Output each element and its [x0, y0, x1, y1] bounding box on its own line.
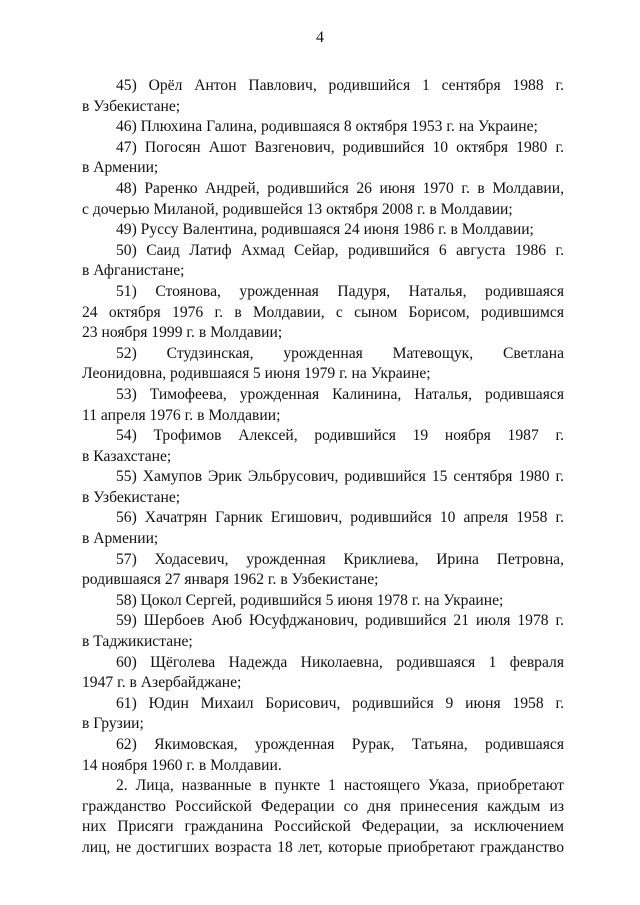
paragraph-line: 58) Цокол Сергей, родившийся 5 июня 1978 г. на Украине;: [116, 591, 504, 609]
paragraph: [82, 241, 564, 282]
page-number: 4: [316, 29, 324, 46]
paragraph-line: 53) Тимофеева, урожденная Калинина, Наталья, родившаяся: [116, 385, 564, 403]
paragraph-line: 14 ноября 1960 г. в Молдавии.: [82, 756, 282, 774]
paragraph: [82, 611, 564, 652]
paragraph: [82, 591, 564, 612]
paragraph-line: 2. Лица, названные в пункте 1 настоящего Указа, приобретают: [116, 777, 564, 795]
paragraph-line: 54) Трофимов Алексей, родившийся 19 ноября 1987 г.: [116, 427, 564, 445]
paragraph-line: в Грузии;: [82, 715, 144, 733]
document-body: [82, 76, 564, 859]
paragraph-line: 60) Щёголева Надежда Николаевна, родившаяся 1 февраля: [116, 653, 564, 671]
paragraph-line: гражданство Российской Федерации со дня принесения каждым из: [82, 797, 564, 815]
paragraph-line: 48) Раренко Андрей, родившийся 26 июня 1970 г. в Молдавии,: [116, 179, 564, 197]
paragraph-line: в Узбекистане;: [82, 488, 181, 506]
paragraph: [82, 508, 564, 549]
paragraph-line: 11 апреля 1976 г. в Молдавии;: [82, 406, 281, 424]
paragraph-line: Леонидовна, родившаяся 5 июня 1979 г. на Украине;: [82, 365, 431, 383]
paragraph-line: 62) Якимовская, урожденная Рурак, Татьяна, родившаяся: [116, 736, 564, 753]
paragraph-line: 55) Хамупов Эрик Эльбрусович, родившийся 15 сентября 1980 г.: [116, 468, 564, 486]
paragraph-line: 24 октября 1976 г. в Молдавии, с сыном Борисом, родившимся: [82, 303, 564, 321]
paragraph: [82, 550, 564, 591]
paragraph-line: 59) Шербоев Аюб Юсуфджанович, родившийся 21 июля 1978 г.: [116, 612, 564, 630]
paragraph: [82, 282, 564, 344]
paragraph-line: в Афганистане;: [82, 262, 185, 280]
paragraph: [82, 426, 564, 467]
paragraph-line: 57) Ходасевич, урожденная Криклиева, Ирина Петровна,: [116, 550, 564, 568]
paragraph: [82, 76, 564, 117]
paragraph-line: 23 ноября 1999 г. в Молдавии;: [82, 324, 283, 342]
paragraph: [82, 735, 564, 776]
paragraph-line: 56) Хачатрян Гарник Егишович, родившийся 10 апреля 1958 г.: [116, 509, 564, 527]
paragraph-line: в Армении;: [82, 159, 159, 177]
paragraph-line: с дочерью Миланой, родившейся 13 октября 2008 г. в Молдавии;: [82, 200, 513, 218]
paragraph: [82, 653, 564, 694]
paragraph: [82, 138, 564, 179]
paragraph-line: лиц, не достигших возраста 18 лет, которые приобретают гражданство: [82, 838, 564, 856]
paragraph-line: 51) Стоянова, урожденная Падуря, Наталья, родившаяся: [116, 282, 564, 300]
paragraph-line: 61) Юдин Михаил Борисович, родившийся 9 июня 1958 г.: [116, 694, 564, 712]
paragraph-line: них Присяги гражданина Российской Федерации, за исключением: [82, 818, 564, 836]
paragraph: [82, 385, 564, 426]
paragraph-line: в Узбекистане;: [82, 97, 181, 115]
paragraph-line: в Казахстане;: [82, 447, 172, 465]
paragraph-line: 45) Орёл Антон Павлович, родившийся 1 сентября 1988 г.: [116, 77, 564, 94]
paragraph: [82, 776, 564, 858]
paragraph-line: 46) Плюхина Галина, родившаяся 8 октября 1953 г. на Украине;: [116, 118, 538, 136]
paragraph: [82, 344, 564, 385]
paragraph: [82, 467, 564, 508]
paragraph: [82, 117, 564, 138]
paragraph-line: родившаяся 27 января 1962 г. в Узбекистане;: [82, 571, 379, 589]
paragraph-line: 52) Студзинская, урожденная Матевощук, Светлана: [116, 344, 564, 362]
paragraph-line: 47) Погосян Ашот Вазгенович, родившийся 10 октября 1980 г.: [116, 138, 564, 156]
paragraph: [82, 694, 564, 735]
paragraph-line: 50) Саид Латиф Ахмад Сейар, родившийся 6 августа 1986 г.: [116, 241, 564, 259]
paragraph-line: 1947 г. в Азербайджане;: [82, 674, 242, 692]
paragraph: [82, 179, 564, 220]
paragraph: [82, 220, 564, 241]
paragraph-line: в Армении;: [82, 530, 159, 548]
paragraph-line: 49) Руссу Валентина, родившаяся 24 июня 1986 г. в Молдавии;: [116, 221, 534, 239]
paragraph-line: в Таджикистане;: [82, 633, 193, 651]
